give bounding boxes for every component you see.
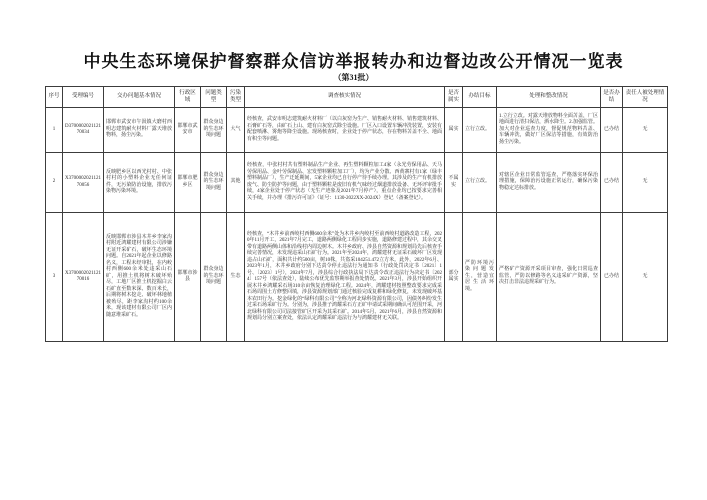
cell-accountability: 无 <box>623 108 668 153</box>
table-row <box>46 153 668 213</box>
cell-region: 邯郸市武安市 <box>175 108 201 153</box>
table-row <box>46 213 668 342</box>
column-header-pollution-type: 污染类型 <box>227 87 245 108</box>
cell-case-no: X370000202112170016 <box>63 213 104 342</box>
cell-pollution-type: 生态 <box>227 213 245 342</box>
cell-investigation: 经核查，武安市明志建筑耐火材料厂（以白灰窑为生产、销售耐火材料、销售建筑材料、石膏矿石等，由矿石上山、建有白灰窑式除尘设施。厂区入口设置车辆冲洗装置，安装有配套喷淋、雾炮等降尘设施。现场核查时，企业处于停产状态，存在物料苫盖不全、地面有积尘等问题。 <box>245 108 445 153</box>
column-header-investigation: 调查核实情况 <box>245 87 445 108</box>
cell-target: 立行立改。 <box>463 108 497 153</box>
cell-case-no: D370000202112170034 <box>63 108 104 153</box>
cell-closed: 已办结 <box>601 108 623 153</box>
cell-problem-type: 群众身边的生态环境问题 <box>201 213 227 342</box>
column-header-case-no: 受理编号 <box>63 87 104 108</box>
cell-closed: 已办结 <box>601 153 623 213</box>
cell-problem: 反映肥乡区以西光村村、中张村村的小塑料企业无任何证件，无污染防治设施，排放污染物污染环境。 <box>104 153 175 213</box>
cell-problem: 邯郸市武安市午汲镇大磨村西明志建筑耐火材料厂露天堆放物料，扬尘污染。 <box>104 108 175 153</box>
cell-problem-type: 群众身边的生态环境问题 <box>201 153 227 213</box>
page-subtitle: （第31批） <box>333 73 374 82</box>
cell-problem: 反映邯郸市涉县木井乡李家沟村附近鸿耀建材有限公司涉嫌无证开采矿石，破坏生态环境问题。自2021年起企业以修路名义，工程未经审批，在内峧村西侧600余米处违采山石矿，用推土机将树木破坏殆尽，工地厂区推土机挖掘白云石矿直至数米深、数百米长，后期将树木挖走、破坏林地植被殆尽，距李家沟村约100余米，现该建材有限公司厂区内随意堆采矿石。 <box>104 213 175 342</box>
cell-serial: 3 <box>46 213 63 342</box>
table-header-row <box>46 87 668 108</box>
column-header-handling: 处理和整改情况 <box>497 87 601 108</box>
cell-case-no: X370000202112170056 <box>63 153 104 213</box>
column-header-target: 办结目标 <box>463 87 497 108</box>
cell-serial: 2 <box>46 153 63 213</box>
cell-verified: 不属实 <box>445 153 463 213</box>
column-header-problem: 交办问题基本情况 <box>104 87 175 108</box>
cell-target: 立行立改。 <box>463 153 497 213</box>
cell-handling: 1.立行立改。对露天堆放物料全面苫盖，厂区地面进行清扫保洁，洒水降尘。2.加强监管。加大对企业巡查力度，督促规范物料苫盖、车辆冲洗，做好厂区保洁等措施，有效防治扬尘污染。 <box>497 108 601 153</box>
column-header-serial: 序号 <box>46 87 63 108</box>
page-title: 中央生态环境保护督察群众信访举报转办和边督边改公开情况一览表 <box>83 52 624 71</box>
column-header-problem-type: 问题类型 <box>201 87 227 108</box>
cell-region: 邯郸市涉县 <box>175 213 201 342</box>
cell-investigation: 经核查，“木井乡前西峧村西侧600余米”处为木井乡内峧村至前西峧村道路改造工程，2020年11月开工，2021年7月完工，道路两侧绿化工程同步实施，道路修建过程中，其余交叉带有道路两侧山体和沿线村内周边树木。木井乡政府、涉县自然资源和规划局先后核查手续完善情况，未发现违采山石矿行为。2021年至2024年，鸿耀建材无证采石破坏厂区发现违占山石矿，面积共计约500亩，树10株，共盗采104251.472立方米。此外，2022年6月、2023年1月，木井乡政府分别下达责令停止违法行为通知书（行政处罚决定书〔2021〕1号、〔2023〕1号），2024年7月，涉县综合行政执法局下达责令改正违法行为决定书〔2024〕157号（依法查处），陆续公布优先监察期举报查处情况。2021年3月，涉县开始组织开展木井乡鸿耀采石场310余亩恢复治理绿化工程。2024年，鸿耀建材按照整改要求完成采石场周围土方修整回填，涉县资源规划部门通过核验完成复耕和绿化修复，未发现破坏基本农田行为。挖金绿化的“绿科有限公司”全称为河北绿科资源有限公司，因债务纠纷发生过采石场采矿行为。分别为，涉县推子鸿耀采石方正矿申请试采期间确认可范围开采，河北绿科有限公司司法接管矿区开采为其采石矿。2014年5月、2021年6月，涉县自然资源和规划局分别立案查处，依法认定鸿耀采矿违法行为与鸿耀建材无关联。 <box>245 213 445 342</box>
cell-handling: 严格矿产资源开采项目审查，强化日常巡查监管，严防以修路等名义违采矿产资源，坚决打击非法违规采矿行为。 <box>497 213 601 342</box>
column-header-region: 行政区域 <box>175 87 201 108</box>
cell-accountability: 无 <box>623 213 668 342</box>
column-header-closed: 是否办结 <box>601 87 623 108</box>
disclosure-table <box>45 86 668 342</box>
cell-serial: 1 <box>46 108 63 153</box>
cell-closed: 已办结 <box>601 213 623 342</box>
cell-target: 严防环境污染问题发生，营造宜居生活环境。 <box>463 213 497 342</box>
cell-verified: 部分属实 <box>445 213 463 342</box>
cell-handling: 对辖区企业日常监管巡查，严格落实环保治理措施，保障治污设施正常运行，确保污染物稳定达标排放。 <box>497 153 601 213</box>
cell-pollution-type: 其他 <box>227 153 245 213</box>
cell-problem-type: 群众身边的生态环境问题 <box>201 108 227 153</box>
cell-investigation: 经核查，中张村村共有塑料制品生产企业、再生塑料颗粒加工4家（永光劳保用品、天马劳保用品、金叶劳保制品、宏发塑料颗粒加工厂），均为产业分散、西黄寨村有1家（绿丰塑料制品厂），生产迁延期间，5家企业均已自行停产待手续办理。其涉及的生产有机排放废气、防尘防护等问题，由于塑料颗粒是废旧有机气味经过烟道排放设备、无环评审批手续，4家企业处于停产状态（无生产迹象及2021年7月停产），重点企业均已按要求完善相关手续，并办理《排污许可证》（证号：1130-2022XX-2024X）登记（备案登记）。 <box>245 153 445 213</box>
column-header-accountability: 责任人被处理情况 <box>623 87 668 108</box>
cell-region: 邯郸市肥乡区 <box>175 153 201 213</box>
table-row <box>46 108 668 153</box>
column-header-verified: 是否属实 <box>445 87 463 108</box>
cell-pollution-type: 大气 <box>227 108 245 153</box>
cell-verified: 属实 <box>445 108 463 153</box>
cell-accountability: 无 <box>623 153 668 213</box>
